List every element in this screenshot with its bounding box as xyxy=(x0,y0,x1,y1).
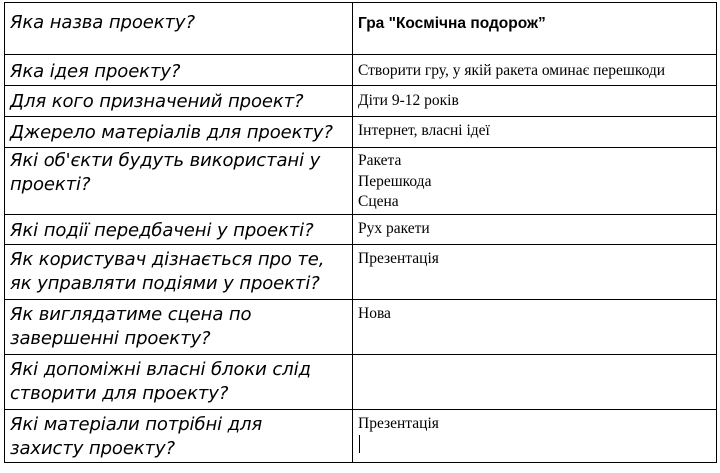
answer-line: Презентація xyxy=(358,250,439,267)
table-row xyxy=(5,148,717,215)
question-line: Яка назва проекту? xyxy=(10,12,195,33)
answer-line: Створити гру, у якій ракета оминає перешкоди xyxy=(358,62,666,79)
question-line: Яка ідея проекту? xyxy=(10,61,181,82)
answer-cell[interactable] xyxy=(353,117,717,148)
question-line: завершенні проекту? xyxy=(10,328,211,349)
answer-cell[interactable] xyxy=(353,215,717,245)
answer-line: Ракета xyxy=(358,152,402,169)
table-row xyxy=(5,55,717,86)
answer-line: Сцена xyxy=(358,193,399,210)
answer-cell[interactable] xyxy=(353,410,717,463)
table-row xyxy=(5,3,717,55)
table-row xyxy=(5,245,717,300)
table-row xyxy=(5,410,717,463)
answer-cell[interactable] xyxy=(353,55,717,86)
question-line: Для кого призначений проект? xyxy=(10,91,304,112)
question-line: Які допоміжні власні блоки слід xyxy=(10,359,311,380)
question-line: Джерело матеріалів для проекту? xyxy=(10,122,333,143)
question-cell[interactable] xyxy=(5,86,353,117)
text-cursor xyxy=(359,435,360,453)
answer-line: Рух ракети xyxy=(358,220,430,237)
question-cell[interactable] xyxy=(5,245,353,300)
answer-cell[interactable] xyxy=(353,148,717,215)
question-line: як управляти подіями у проекті? xyxy=(10,273,320,294)
answer-line: Діти 9-12 років xyxy=(358,92,459,109)
answer-line xyxy=(358,414,711,453)
table-row xyxy=(5,117,717,148)
question-cell[interactable] xyxy=(5,300,353,355)
question-line: Які матеріали потрібні для xyxy=(10,414,263,435)
table-row xyxy=(5,215,717,245)
question-cell[interactable] xyxy=(5,148,353,215)
answer-cell[interactable] xyxy=(353,300,717,355)
question-cell[interactable] xyxy=(5,117,353,148)
question-line: захисту проекту? xyxy=(10,438,175,459)
question-line: проекті? xyxy=(10,174,91,195)
table-row xyxy=(5,300,717,355)
answer-text: Презентація xyxy=(358,415,439,432)
question-cell[interactable] xyxy=(5,355,353,410)
answer-cell[interactable] xyxy=(353,3,717,55)
question-line: Як користувач дізнається про те, xyxy=(10,249,325,270)
table-row xyxy=(5,86,717,117)
answer-line: Нова xyxy=(358,305,391,322)
question-cell[interactable] xyxy=(5,55,353,86)
question-line: Як виглядатиме сцена по xyxy=(10,304,252,325)
table-row xyxy=(5,355,717,410)
project-name-value: Гра "Космічна подорож” xyxy=(358,15,546,32)
answer-line: Перешкода xyxy=(358,172,432,190)
question-line: Які об'єкти будуть використані у xyxy=(10,150,321,171)
answer-line: Інтернет, власні ідеї xyxy=(358,122,490,139)
answer-cell[interactable] xyxy=(353,86,717,117)
question-line: створити для проекту? xyxy=(10,383,229,404)
question-cell[interactable] xyxy=(5,215,353,245)
answer-cell-empty[interactable] xyxy=(353,355,717,410)
question-cell[interactable] xyxy=(5,410,353,463)
question-line: Які події передбачені у проекті? xyxy=(10,220,314,241)
question-cell[interactable] xyxy=(5,3,353,55)
project-plan-table xyxy=(4,2,717,463)
answer-cell[interactable] xyxy=(353,245,717,300)
